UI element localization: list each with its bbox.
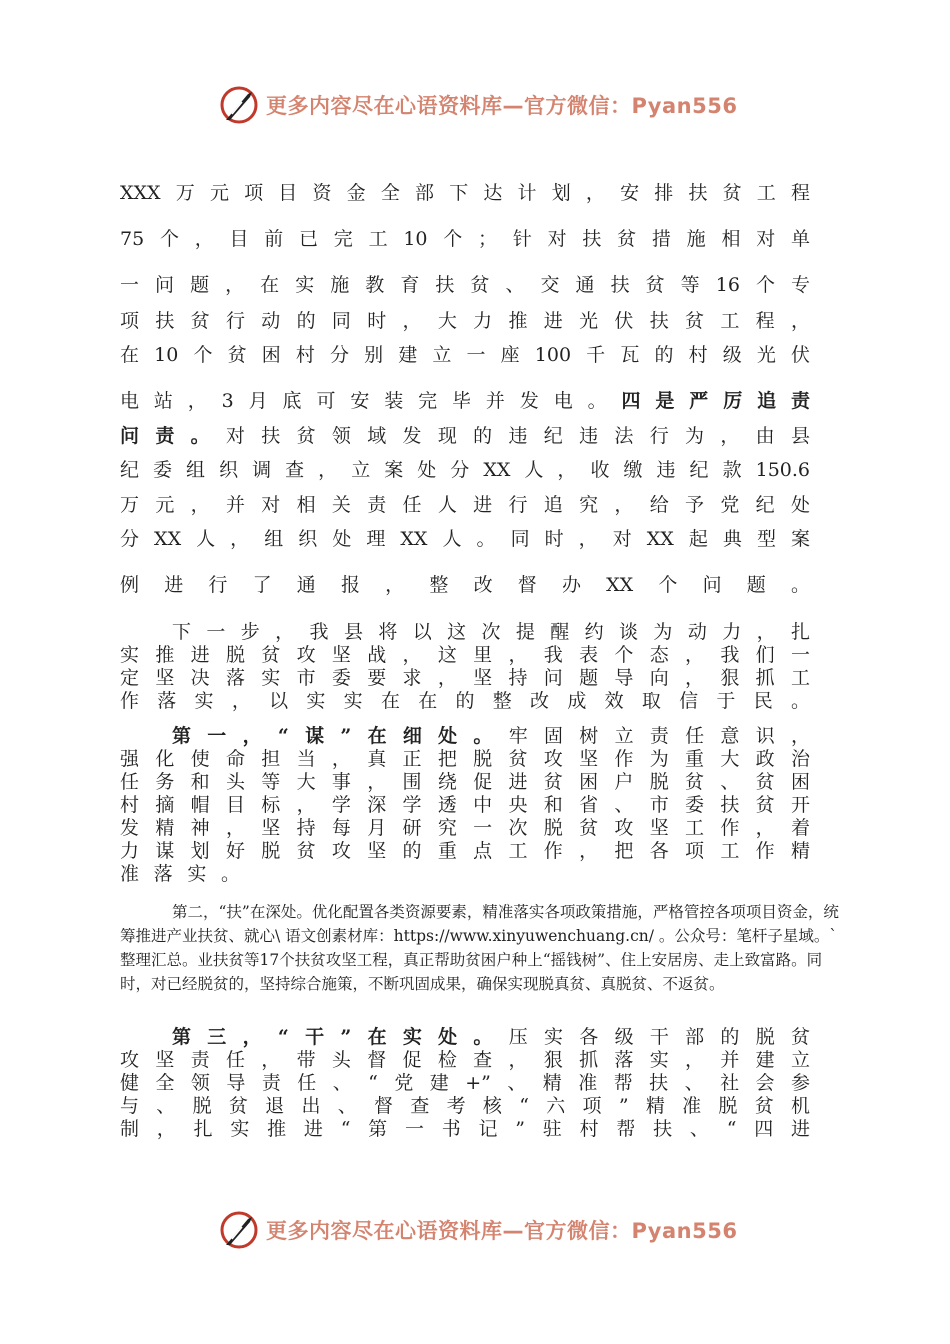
text-line: 项扶贫行动的同时，大力推进光伏扶贫工程， bbox=[120, 310, 810, 332]
bold-run: 四是严厉追责 bbox=[621, 390, 810, 412]
text-line: 75个，目前已完工10个；针对扶贫措施相对单 bbox=[120, 228, 810, 250]
text-line: 任务和头等大事，围绕促进贫困户脱贫、贫困 bbox=[120, 771, 810, 793]
bold-run: 问责。 bbox=[120, 425, 226, 447]
text-line: XXX万元项目资金全部下达计划，安排扶贫工程 bbox=[120, 182, 810, 204]
text-line: 发精神，坚持每月研究一次脱贫攻坚工作，着 bbox=[120, 817, 810, 839]
section-second-paragraph: 第二，“扶”在深处。优化配置各类资源要素，精准落实各项政策措施，严格管控各项项目资金，统筹推进产业扶贫、就心\ 语文创素材库：https://www.xinyuwenchuang.cn/ 。公众号：笔杆子星域。` 整理汇总。业扶贫等17个扶贫攻坚工程，真正帮助贫困户种上“摇钱树”、住上安居房、走上致富路。同时，对已经脱贫的，坚持综合施策，不断巩固成果，确保实现脱真贫、真脱贫、不返贫。 bbox=[120, 903, 839, 993]
watermark-banner-top bbox=[0, 82, 950, 128]
section-first-heading-line bbox=[120, 724, 810, 748]
text-line: 万元，并对相关责任人进行追究，给予党纪处 bbox=[120, 494, 810, 516]
text-line: 分XX人，组织处理XX人。同时，对XX起典型案 bbox=[120, 528, 810, 550]
text-line: 例进行了通报，整改督办XX个问题。 bbox=[120, 574, 810, 596]
watermark-text: 更多内容尽在心语资料库—官方微信：Pyan556 bbox=[266, 1219, 738, 1243]
text-line: 下一步，我县将以这次提醒约谈为动力，扎 bbox=[172, 621, 810, 643]
text-line: 在10个贫困村分别建立一座100千瓦的村级光伏 bbox=[120, 344, 810, 366]
text-run: 电站，3月底可安装完毕并发电。 bbox=[120, 390, 622, 412]
text-line: 实推进脱贫攻坚战，这里，我表个态，我们一 bbox=[120, 644, 810, 666]
text-line: 制，扎实推进“第一书记”驻村帮扶、“四进 bbox=[120, 1118, 810, 1140]
bold-run: 第三，“干”在实处。 bbox=[172, 1026, 509, 1048]
text-run: 对扶贫领域发现的违纪违法行为，由县 bbox=[225, 425, 810, 447]
quill-pen-logo-icon bbox=[218, 84, 260, 126]
text-line-mixed bbox=[120, 389, 810, 413]
text-line: 力谋划好脱贫攻坚的重点工作，把各项工作精 bbox=[120, 840, 810, 862]
bold-run: 第一，“谋”在细处。 bbox=[172, 725, 509, 747]
section-third-heading-line bbox=[120, 1025, 810, 1049]
text-line: 一问题，在实施教育扶贫、交通扶贫等16个专 bbox=[120, 274, 810, 296]
text-line: 强化使命担当，真正把脱贫攻坚作为重大政治 bbox=[120, 748, 810, 770]
text-run: 牢固树立责任意识， bbox=[508, 725, 810, 747]
text-line: 作落实，以实实在在的整改成效取信于民。 bbox=[120, 690, 810, 712]
text-line: 定坚决落实市委要求，坚持问题导向，狠抓工 bbox=[120, 667, 810, 689]
text-run: 压实各级干部的脱贫 bbox=[508, 1026, 810, 1048]
quill-pen-logo-icon bbox=[218, 1209, 260, 1251]
text-line: 健全领导责任、“党建+”、精准帮扶、社会参 bbox=[120, 1072, 810, 1094]
watermark-text: 更多内容尽在心语资料库—官方微信：Pyan556 bbox=[266, 94, 738, 118]
text-line: 纪委组织调查，立案处分XX人，收缴违纪款150.6 bbox=[120, 459, 810, 481]
watermark-banner-bottom bbox=[0, 1207, 950, 1253]
text-line-mixed bbox=[120, 424, 810, 448]
text-line: 村摘帽目标，学深学透中央和省、市委扶贫开 bbox=[120, 794, 810, 816]
text-line: 与、脱贫退出、督查考核“六项”精准脱贫机 bbox=[120, 1095, 810, 1117]
text-line: 准落实。 bbox=[120, 863, 240, 885]
text-line: 攻坚责任，带头督促检查，狠抓落实，并建立 bbox=[120, 1049, 810, 1071]
